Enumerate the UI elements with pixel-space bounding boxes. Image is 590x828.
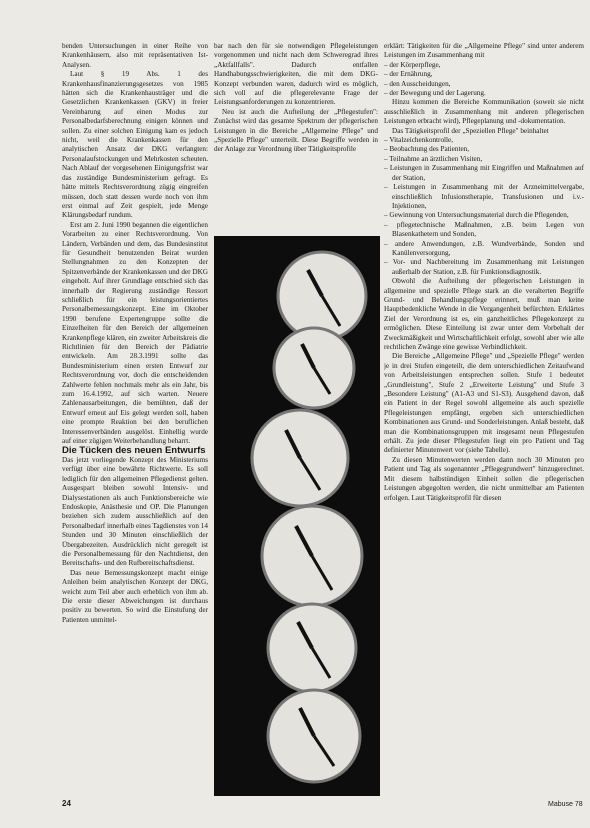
clock-face-icon [252, 410, 348, 506]
list-item: – der Ernährung, [392, 70, 584, 79]
paragraph: Hinzu kommen die Bereiche Kommunikation (soweit sie nicht ausschließlich in Zusammenhang mit anderen pflegerischen Leistungen erbracht wird), Pflegeplanung und -dokumentation. [384, 98, 584, 126]
list-item: – Vor- und Nachbereitung im Zusammenhang mit Leistungen außerhalb der Station, z.B. für Funktionsdiagnostik. [392, 258, 584, 277]
list-item: – andere Anwendungen, z.B. Wundverbände, Sonden und Kanülenversorgung, [392, 240, 584, 259]
paragraph: Das Tätigkeitsprofil der „Speziellen Pflege" beinhaltet [392, 126, 549, 135]
list-item: – Beobachtung des Patienten, [392, 145, 584, 154]
list-item: – der Bewegung und der Lagerung. [392, 89, 584, 98]
clock-face-icon [274, 328, 354, 408]
paragraph: Das jetzt vorliegende Konzept des Ministeriums verfügt über eine bewährte Richtwerte. Es soll lediglich für den allgemeinen Pflegedienst gelten. Ausgespart bleiben sowohl Intensiv- und Dialysestationen als auch Funktionsbereiche wie Endoskopie, Anästhesie und OP. Die Planungen beziehen sich zudem ausschließlich auf den Personalbedarf innerhalb eines Tagdienstes von 14 Stunden und 30 Minuten einschließlich der Übergabezeiten. Ausdrücklich nicht geregelt ist die Personalbemessung für den Nachtdienst, den Bereitschafts- und den Rufbereitschaftsdienst. [62, 455, 208, 568]
paragraph: Zu diesen Minutenwerten werden dann noch 30 Minuten pro Patient und Tag als sogenannter „Pflegegrundwert" hinzugerechnet. Mit diesem halbstündigen Einheit sollen die pflegerischen Leistungen abgegolten werden, die nicht unmittelbar am Patienten erfolgen. Laut Tätigkeitsprofil für diesen [384, 455, 584, 502]
paragraph: Erst am 2. Juni 1990 begannen die eigentlichen Vorarbeiten zu einer Rechtsverordnung. Von Ländern, Verbänden und dem, das Bundesinstitut für Gesundheit benutzenden Beirat wurden Stellungnahmen zu den Konzepten der Spitzenverbände der Krankenkassen und der DKG eingeholt. Auf ihrer Grundlage entschied sich das innerhalb der Regierung zuständige Ressort schließlich für ein leistungsorientiertes Personalbemessungskonzept. Eine im Oktober 1990 berufene Expertengruppe sollte die Einzelheiten für den Bereich der allgemeinen Krankenpflege klären, ein zweiter Arbeitskreis die Richtlinien für den Bereich der Pädiatrie entwickeln. Am 28.3.1991 sollte das Bundesministerium einen ersten Entwurf zur Rechtsverordnung vor, doch die entscheidenden Zahlwerte fehlen nochmals mehr als ein Jahr, bis zum 16.4.1992, auf sich warten. Neuere Zahlenausarbeitungen, die bemühten, daß der Entwurf erneut auf Eis gelegt werden soll, haben eine prompte Reaktion bei den beruflichen Interessenverbänden ausgelöst. Einhellig wurde auf einer zügigen Weiterbehandlung beharrt. [62, 220, 208, 446]
list-item: – pflegetechnische Maßnahmen, z.B. beim Legen von Blasenkathetern und Sonden, [392, 221, 584, 240]
paragraph: Obwohl die Aufteilung der pflegerischen Leistungen in allgemeine und spezielle Pflege stark an die veralterten Begriffe Grund- und Behandlungspflege erinnert, muß man keine Hauptbedenkliche Wende in die Vergangenheit befürchten. Erklärtes Ziel der Verordnung ist es, ein ganzheitliches Pflegekonzept zu ermöglichen. Diese Einteilung ist zwar unter dem Vorbehalt der Zweckmäßigkeit und Wirtschaftlichkeit erfolgt, sowohl aber wie alle rechtlichen Zwänge eine gewisse Verbindlichkeit. [384, 277, 584, 351]
page-number: 24 [62, 799, 71, 808]
text-column-left [62, 42, 208, 784]
list-allgemeine-pflege [384, 61, 584, 99]
list-item: – Vitalzeichenkontrolle, [392, 136, 584, 145]
paragraph: Das neue Bemessungskonzept macht einige Anleihen beim analytischen Konzept der DKG, weicht zum Teil aber auch erheblich von ihm ab. Die erste dieser Abweichungen ist durchaus positiv zu bewerten. So wird die Einstufung der Patienten unmittel- [62, 568, 208, 624]
list-item: – Gewinnung von Untersuchungsmaterial durch die Pflegenden, [392, 211, 584, 220]
clock-image-svg [214, 236, 380, 796]
clock-face-icon [278, 252, 366, 340]
list-spezielle-pflege [384, 136, 584, 277]
paragraph: Laut § 19 Abs. 1 des Krankenhausfinanzierungsgesetzes von 1985 hätten sich die Krankenhausträger und die Gesetzlichen Krankenkassen (GKV) in freier Vereinbarung auf einen Modus zur Personalbedarfsberechnung einigen können und sollen. Zu einer solchen Einigung kam es jedoch nicht, weil die Krankenkassen für den analytischen Ansatz der DKG verlangten: Personalaufstockungen und Mehrkosten scheuten. Nach Ablauf der vorgesehenen Einigungsfrist war das zuständige Bundesministerium gefragt. Es hätte mittels Rechtsverordnung zügig eingreifen müssen, doch statt dessen wurde noch von ihm erst einmal auf Zeit gespielt, jede Menge Klärungsbedarf rundum. [62, 70, 208, 220]
paragraph: Die Bereiche „Allgemeine Pflege" und „Spezielle Pflege" werden je in drei Stufen eingeteilt, die dem unterschiedlichen Zeitaufwand von Arbeitsleistungen entsprechen sollen. Stufe 1 bedeutet „Grundleistung", Stufe 2 „Erweiterte Leistung" und Stufe 3 „Besondere Leistung" (A1-A3 und S1-S3). Ausgehend davon, daß ein Patient in der Regel sowohl allgemeine als auch spezielle Pflegeleistungen empfängt, ergeben sich unterschiedlichen Kombinationen aus Grund- und Sonderleistungen. Anlaß besteht, daß man die Kombinationsgruppen mit insgesamt neun Pflegestufen erhält. Zu jede dieser Pflegestufen liegt ein pro Patient und Tag definierter Minutenwert vor (siehe Tabelle). [384, 352, 584, 455]
clock-face-icon [262, 506, 362, 606]
section-heading: Die Tücken des neuen Entwurfs [62, 445, 206, 457]
clock-face-icon [268, 690, 360, 782]
paragraph: erklärt: Tätigkeiten für die „Allgemeine Pflege" sind unter anderem Leistungen im Zusammenhang mit [384, 42, 584, 60]
magazine-issue: Mabuse 78 [548, 801, 583, 808]
paragraph: Neu ist auch die Aufteilung der „Pflegestufen": Zunächst wird das gesamte Spektrum der pflegerischen Leistungen in die Bereiche „Allgemeine Pflege" und „Spezielle Pflege" unterteilt. Diese Begriffe werden in der Anlage zur Verordnung über Tätigkeitsprofile [214, 107, 378, 154]
list-item: – Leistungen in Zusammenhang mit der Arzneimittelvergabe, einschließlich Infusionstherapie, Transfusionen und i.v.-Injektionen, [392, 183, 584, 211]
paragraph: bar nach den für sie notwendigen Pflegeleistungen vorgenommen und nicht nach dem Schweregrad ihres „Aktfallfalls". Dadurch entfallen Handhabungsschwierigkeiten, die mit dem DKG-Konzept verbunden waren, dadurch wird es möglich, sich voll auf die pflegerelevante Frage der Leistungsanforderungen zu konzentrieren. [214, 42, 378, 107]
list-item: – den Ausscheidungen, [392, 80, 584, 89]
list-item: – Teilnahme an ärztlichen Visiten, [392, 155, 584, 164]
list-item: – Leistungen in Zusammenhang mit Eingriffen und Maßnahmen auf der Station, [392, 164, 584, 183]
clock-face-icon [268, 604, 356, 692]
list-item: – der Körperpflege, [392, 61, 584, 70]
text-column-middle [214, 42, 378, 232]
text-column-right [384, 42, 584, 784]
paragraph: benden Untersuchungen in einer Reihe von Krankenhäusern, also mit repräsentativen Ist-Analysen. [62, 42, 208, 69]
clocks-photo [214, 236, 380, 796]
